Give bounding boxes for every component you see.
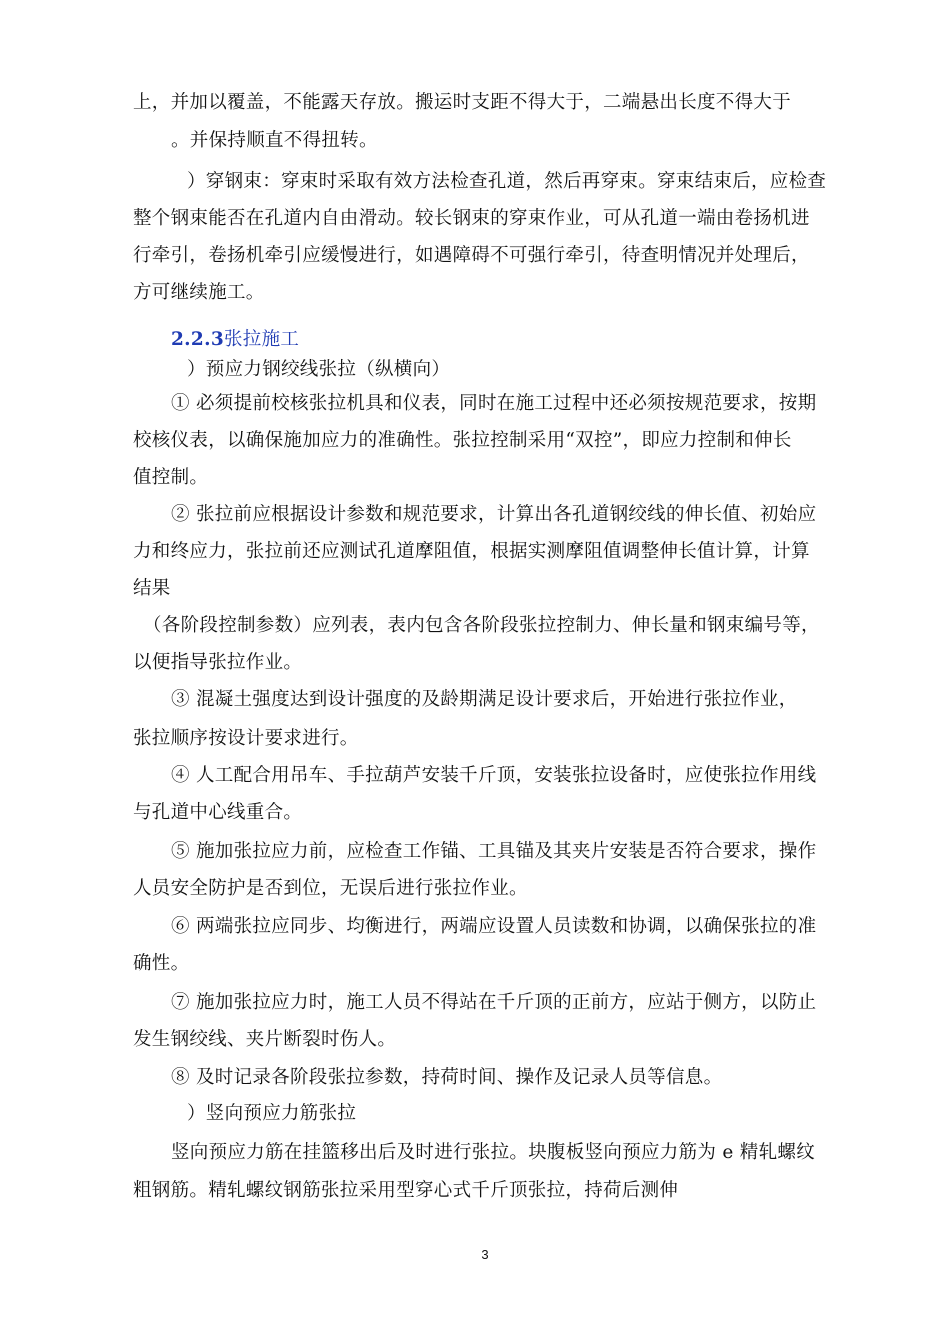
text-line: 结果 (133, 578, 171, 599)
text-line: ⑦ 施加张拉应力时，施工人员不得站在千斤顶的正前方，应站于侧方，以防止 (171, 992, 817, 1013)
text-line: ⑧ 及时记录各阶段张拉参数，持荷时间、操作及记录人员等信息。 (171, 1067, 723, 1088)
text-line: （各阶段控制参数）应列表，表内包含各阶段张拉控制力、伸长量和钢束编号等， (143, 615, 820, 636)
text-line: ）穿钢束：穿束时采取有效方法检查孔道，然后再穿束。穿束结束后，应检查 (187, 171, 827, 192)
text-line: 粗钢筋。精轧螺纹钢筋张拉采用型穿心式千斤顶张拉，持荷后测伸 (133, 1180, 679, 1201)
text-line: ⑤ 施加张拉应力前，应检查工作锚、工具锚及其夹片安装是否符合要求，操作 (171, 841, 817, 862)
text-line: ② 张拉前应根据设计参数和规范要求，计算出各孔道钢绞线的伸长值、初始应 (171, 504, 817, 525)
text-line: 张拉顺序按设计要求进行。 (133, 728, 359, 749)
text-line: 。并保持顺直不得扭转。 (171, 130, 378, 151)
text-line: 行牵引，卷扬机牵引应缓慢进行，如遇障碍不可强行牵引，待查明情况并处理后， (133, 245, 810, 266)
text-line: ① 必须提前校核张拉机具和仪表，同时在施工过程中还必须按规范要求，按期 (171, 393, 817, 414)
section-number: 2.2.3 (171, 329, 224, 350)
text-line: ⑥ 两端张拉应同步、均衡进行，两端应设置人员读数和协调，以确保张拉的准 (171, 916, 817, 937)
text-line: ④ 人工配合用吊车、手拉葫芦安装千斤顶，安装张拉设备时，应使张拉作用线 (171, 765, 817, 786)
text-line: 发生钢绞线、夹片断裂时伤人。 (133, 1029, 397, 1050)
text-line: 方可继续施工。 (133, 282, 265, 303)
text-line: 上，并加以覆盖，不能露天存放。搬运时支距不得大于，二端悬出长度不得大于 (133, 92, 792, 113)
text-line: 整个钢束能否在孔道内自由滑动。较长钢束的穿束作业，可从孔道一端由卷扬机进 (133, 208, 810, 229)
section-title: 张拉施工 (224, 329, 300, 350)
text-line: 以便指导张拉作业。 (133, 652, 303, 673)
section-heading (171, 328, 299, 352)
text-line: 力和终应力，张拉前还应测试孔道摩阻值，根据实测摩阻值调整伸长值计算，计算 (133, 541, 810, 562)
text-line: ）竖向预应力筋张拉 (187, 1103, 357, 1124)
text-line: ③ 混凝土强度达到设计强度的及龄期满足设计要求后，开始进行张拉作业， (171, 689, 798, 710)
text-line: 人员安全防护是否到位，无误后进行张拉作业。 (133, 878, 528, 899)
text-line: ）预应力钢绞线张拉（纵横向） (187, 359, 451, 380)
text-line: 值控制。 (133, 467, 209, 488)
text-line: 与孔道中心线重合。 (133, 802, 303, 823)
text-line: 竖向预应力筋在挂篮移出后及时进行张拉。块腹板竖向预应力筋为 e 精轧螺纹 (171, 1142, 816, 1163)
text-line: 校核仪表，以确保施加应力的准确性。张拉控制采用“双控”，即应力控制和伸长 (133, 430, 792, 451)
page-number: 3 (481, 1247, 489, 1262)
text-line: 确性。 (133, 953, 190, 974)
